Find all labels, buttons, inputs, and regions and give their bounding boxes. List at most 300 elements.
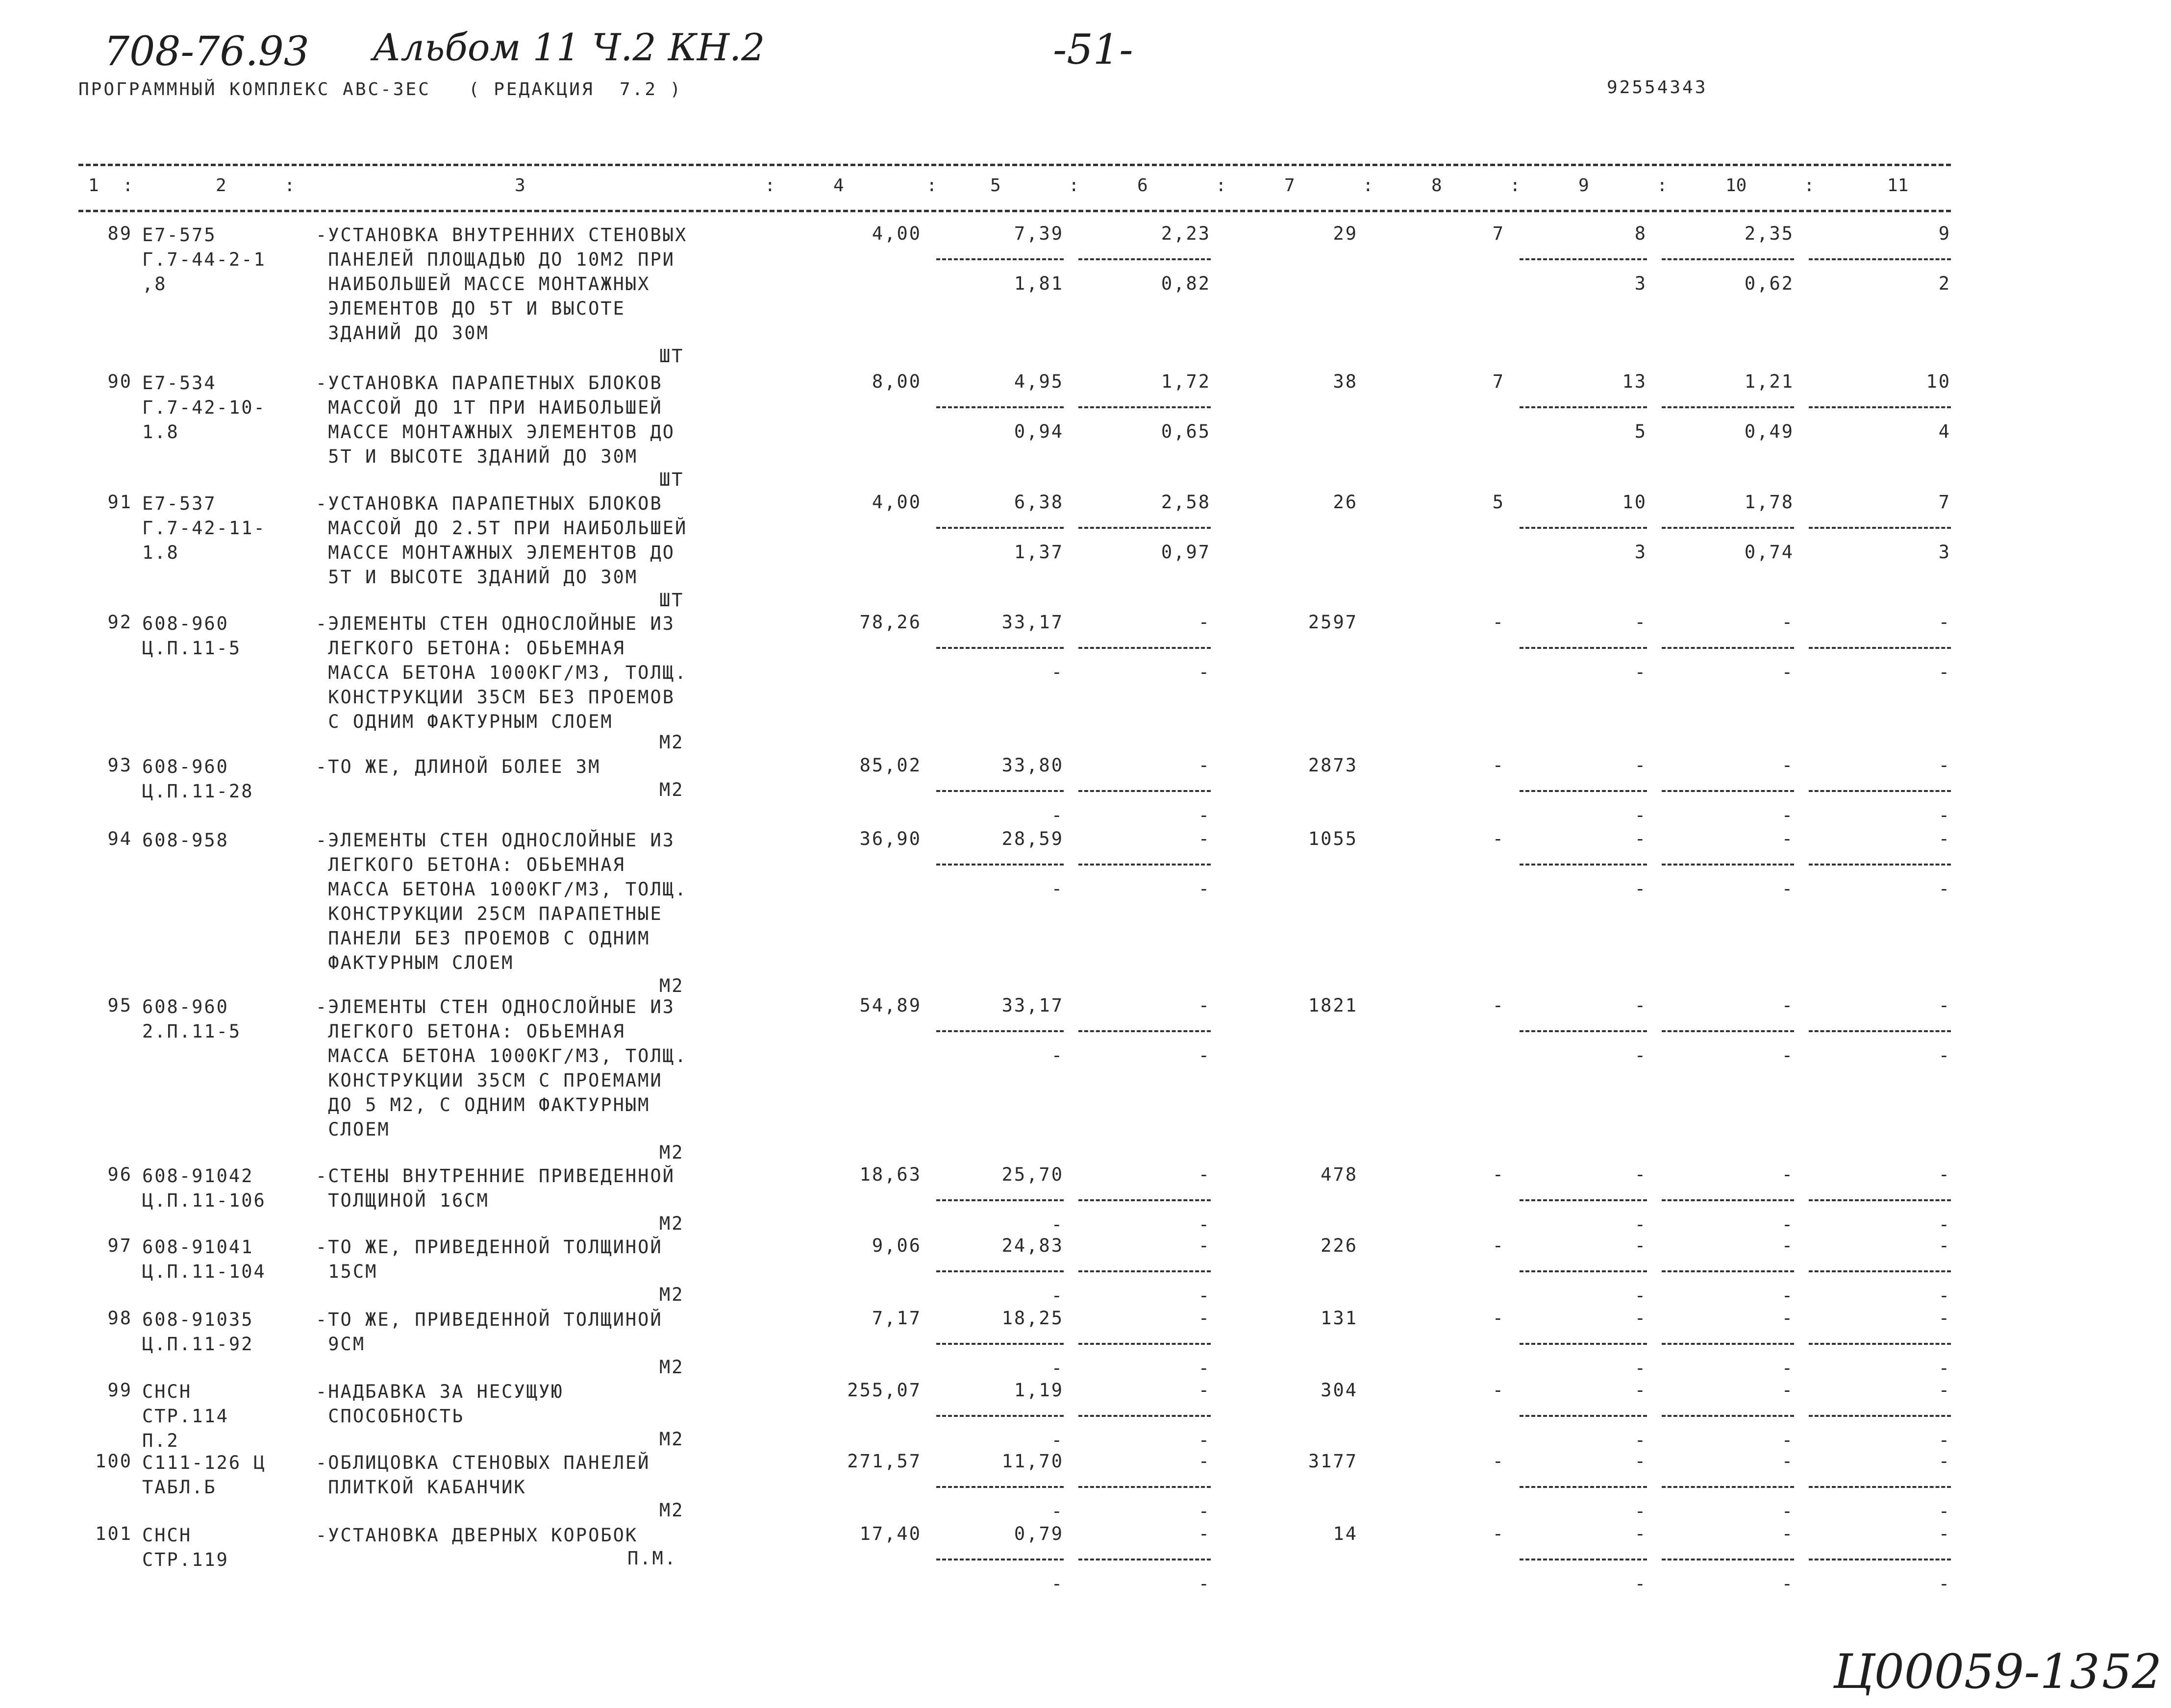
fraction-divider (1809, 406, 1951, 408)
fraction-divider (1809, 1343, 1951, 1345)
value-c6b: - (1198, 1573, 1211, 1594)
value-c11b: 3 (1938, 542, 1951, 563)
column-header-1: 1 (88, 175, 99, 196)
row-number: 89 (107, 223, 132, 244)
value-c9b: 3 (1634, 542, 1647, 563)
value-c6: - (1198, 1235, 1211, 1256)
value-c11b: - (1938, 878, 1951, 899)
column-header-6: 6 (1137, 175, 1148, 196)
value-c8: - (1492, 612, 1505, 633)
value-c6b: - (1198, 1430, 1211, 1451)
value-c4: 8,00 (872, 371, 922, 392)
value-c8: - (1492, 755, 1505, 776)
fraction-divider (1809, 258, 1951, 260)
fraction-divider (936, 1343, 1064, 1345)
fraction-divider (1662, 1486, 1794, 1488)
value-c8: - (1492, 1235, 1505, 1256)
value-c6b: - (1198, 1214, 1211, 1235)
fraction-divider (936, 527, 1064, 529)
value-c5b: - (1051, 1573, 1064, 1594)
value-c7: 1055 (1308, 828, 1358, 849)
fraction-divider (1662, 1199, 1794, 1201)
program-header: ПРОГРАММНЫЙ КОМПЛЕКС АВС-ЗЕС ( РЕДАКЦИЯ 7.2 ) (78, 79, 683, 99)
value-c10: - (1781, 1235, 1794, 1256)
value-c10: - (1781, 1164, 1794, 1185)
value-c6: - (1198, 1308, 1211, 1329)
fraction-divider (1078, 406, 1211, 408)
value-c9b: - (1634, 805, 1647, 826)
value-c10: - (1781, 828, 1794, 849)
row-number: 99 (107, 1380, 132, 1401)
norm-code: 608-91042 Ц.П.11-106 (142, 1165, 266, 1211)
value-c7: 38 (1333, 371, 1358, 392)
fraction-divider (1662, 406, 1794, 408)
work-description: -ТО ЖЕ, ПРИВЕДЕННОЙ ТОЛЩИНОЙ 9СМ (316, 1309, 663, 1355)
fraction-divider (1809, 1030, 1951, 1032)
fraction-divider (1809, 1486, 1951, 1488)
column-header-2: 2 (216, 175, 226, 196)
norm-code: Е7-575 Г.7-44-2-1 ,8 (142, 224, 266, 295)
fraction-divider (936, 1415, 1064, 1417)
value-c5: 7,39 (1014, 223, 1064, 244)
column-header-11: 11 (1887, 175, 1909, 196)
value-c5b: - (1051, 805, 1064, 826)
value-c8: 7 (1492, 223, 1505, 244)
value-c10: 2,35 (1744, 223, 1794, 244)
value-c5: 33,17 (1001, 995, 1064, 1016)
norm-code: СНСН СТР.114 П.2 (142, 1381, 229, 1451)
column-header-row (78, 172, 1951, 206)
value-c11: - (1938, 995, 1951, 1016)
value-c10b: - (1781, 1285, 1794, 1306)
value-c11b: 2 (1938, 273, 1951, 294)
value-c11b: 4 (1938, 421, 1951, 442)
value-c6: - (1198, 612, 1211, 633)
fraction-divider (1520, 790, 1647, 792)
handwritten-sheet-number: 52 (2102, 1644, 2162, 1699)
column-header-10: 10 (1725, 175, 1747, 196)
work-description: -УСТАНОВКА ПАРАПЕТНЫХ БЛОКОВ МАССОЙ ДО 2.5Т ПРИ НАИБОЛЬШЕЙ МАССЕ МОНТАЖНЫХ ЭЛЕМЕНТОВ ДО 5Т И ВЫСОТЕ ЗДАНИЙ ДО 30М (316, 493, 688, 588)
fraction-divider (1520, 1486, 1647, 1488)
value-c4: 7,17 (872, 1308, 922, 1329)
value-c5: 18,25 (1001, 1308, 1064, 1329)
value-c6: - (1198, 828, 1211, 849)
unit-of-measure: М2 (659, 732, 684, 753)
value-c11: 9 (1938, 223, 1951, 244)
value-c9: 8 (1634, 223, 1647, 244)
value-c7: 478 (1321, 1164, 1358, 1185)
row-number: 95 (107, 995, 132, 1016)
fraction-divider (1662, 790, 1794, 792)
value-c4: 18,63 (859, 1164, 922, 1185)
value-c9: - (1634, 1164, 1647, 1185)
value-c10b: - (1781, 1501, 1794, 1522)
value-c4: 4,00 (872, 492, 922, 513)
value-c10b: - (1781, 1214, 1794, 1235)
column-separator: : (1363, 175, 1373, 196)
value-c5: 4,95 (1014, 371, 1064, 392)
fraction-divider (1520, 1270, 1647, 1272)
value-c11b: - (1938, 662, 1951, 683)
value-c5: 0,79 (1014, 1523, 1064, 1544)
norm-code: СНСН СТР.119 (142, 1525, 229, 1570)
value-c7: 131 (1321, 1308, 1358, 1329)
value-c7: 2597 (1308, 612, 1358, 633)
fraction-divider (1520, 1199, 1647, 1201)
handwritten-document-number: 708-76.93 (104, 28, 309, 75)
norm-code: 608-91041 Ц.П.11-104 (142, 1237, 266, 1282)
work-description: -ТО ЖЕ, ДЛИНОЙ БОЛЕЕ 3М (316, 756, 601, 777)
fraction-divider (1078, 1559, 1211, 1560)
row-number: 97 (107, 1235, 132, 1256)
value-c7: 2873 (1308, 755, 1358, 776)
value-c6b: - (1198, 1045, 1211, 1066)
fraction-divider (936, 790, 1064, 792)
value-c11b: - (1938, 1573, 1951, 1594)
unit-of-measure: М2 (659, 1284, 684, 1305)
fraction-divider (936, 406, 1064, 408)
value-c10: - (1781, 1523, 1794, 1544)
value-c11b: - (1938, 1501, 1951, 1522)
value-c7: 1821 (1308, 995, 1358, 1016)
value-c11: - (1938, 1451, 1951, 1472)
fraction-divider (1662, 527, 1794, 529)
value-c9b: 3 (1634, 273, 1647, 294)
value-c7: 226 (1321, 1235, 1358, 1256)
value-c9b: - (1634, 1045, 1647, 1066)
fraction-divider (1809, 527, 1951, 529)
value-c4: 17,40 (859, 1523, 922, 1544)
value-c10b: - (1781, 662, 1794, 683)
column-separator: : (123, 175, 133, 196)
fraction-divider (1078, 527, 1211, 529)
fraction-divider (936, 864, 1064, 866)
value-c8: - (1492, 1380, 1505, 1401)
fraction-divider (1078, 1486, 1211, 1488)
unit-of-measure: М2 (659, 975, 684, 996)
value-c11b: - (1938, 1214, 1951, 1235)
fraction-divider (1662, 1559, 1794, 1560)
work-description: -ОБЛИЦОВКА СТЕНОВЫХ ПАНЕЛЕЙ ПЛИТКОЙ КАБАНЧИК (316, 1452, 650, 1498)
value-c10b: - (1781, 1045, 1794, 1066)
value-c4: 78,26 (859, 612, 922, 633)
work-description: -СТЕНЫ ВНУТРЕННИЕ ПРИВЕДЕННОЙ ТОЛЩИНОЙ 16СМ (316, 1165, 675, 1211)
document-code: 92554343 (1607, 77, 1708, 98)
unit-of-measure: М2 (659, 1500, 684, 1521)
fraction-divider (1809, 790, 1951, 792)
value-c4: 271,57 (847, 1451, 922, 1472)
value-c9b: - (1634, 662, 1647, 683)
column-separator: : (765, 175, 775, 196)
value-c8: - (1492, 1523, 1505, 1544)
table-header-rule (78, 210, 1951, 212)
fraction-divider (936, 1199, 1064, 1201)
value-c10: - (1781, 755, 1794, 776)
value-c10b: - (1781, 1573, 1794, 1594)
value-c5b: - (1051, 878, 1064, 899)
row-number: 92 (107, 612, 132, 633)
value-c11: - (1938, 1164, 1951, 1185)
value-c9: - (1634, 1380, 1647, 1401)
fraction-divider (1662, 1343, 1794, 1345)
value-c6b: - (1198, 1358, 1211, 1379)
column-header-4: 4 (833, 175, 844, 196)
value-c6: - (1198, 755, 1211, 776)
value-c6b: - (1198, 878, 1211, 899)
work-description: -ЭЛЕМЕНТЫ СТЕН ОДНОСЛОЙНЫЕ ИЗ ЛЕГКОГО БЕТОНА: ОБЬЕМНАЯ МАССА БЕТОНА 1000КГ/М3, ТОЛЩ. КОНСТРУКЦИИ 35СМ С ПРОЕМАМИ ДО 5 М2, С ОДНИМ ФАКТУРНЫМ СЛОЕМ (316, 996, 688, 1140)
value-c4: 85,02 (859, 755, 922, 776)
value-c10: 1,21 (1744, 371, 1794, 392)
value-c8: - (1492, 1308, 1505, 1329)
handwritten-stamp-code: Ц00059-13 (1833, 1644, 2100, 1699)
value-c11: - (1938, 1523, 1951, 1544)
value-c7: 304 (1321, 1380, 1358, 1401)
value-c9b: - (1634, 1501, 1647, 1522)
work-description: -УСТАНОВКА ВНУТРЕННИХ СТЕНОВЫХ ПАНЕЛЕЙ ПЛОЩАДЬЮ ДО 10М2 ПРИ НАИБОЛЬШЕЙ МАССЕ МОНТАЖНЫХ ЭЛЕМЕНТОВ ДО 5Т И ВЫСОТЕ ЗДАНИЙ ДО 30М (316, 224, 688, 344)
value-c5b: - (1051, 1430, 1064, 1451)
table-top-rule (78, 164, 1951, 166)
row-number: 93 (107, 755, 132, 776)
fraction-divider (1662, 1270, 1794, 1272)
work-description: -УСТАНОВКА ПАРАПЕТНЫХ БЛОКОВ МАССОЙ ДО 1Т ПРИ НАИБОЛЬШЕЙ МАССЕ МОНТАЖНЫХ ЭЛЕМЕНТОВ ДО 5Т И ВЫСОТЕ ЗДАНИЙ ДО 30М (316, 372, 675, 467)
value-c11b: - (1938, 1045, 1951, 1066)
value-c5: 11,70 (1001, 1451, 1064, 1472)
fraction-divider (1078, 1030, 1211, 1032)
norm-code: Е7-537 Г.7-42-11- 1.8 (142, 493, 266, 563)
value-c9: - (1634, 1523, 1647, 1544)
fraction-divider (1078, 864, 1211, 866)
fraction-divider (1662, 864, 1794, 866)
value-c6b: 0,65 (1161, 421, 1211, 442)
value-c9: - (1634, 1451, 1647, 1472)
value-c10b: - (1781, 1430, 1794, 1451)
value-c8: - (1492, 1451, 1505, 1472)
value-c11: 7 (1938, 492, 1951, 513)
norm-code: 608-960 Ц.П.11-5 (142, 613, 242, 659)
value-c7: 3177 (1308, 1451, 1358, 1472)
value-c5b: - (1051, 1285, 1064, 1306)
fraction-divider (1520, 1559, 1647, 1560)
value-c10: - (1781, 995, 1794, 1016)
work-description: -ЭЛЕМЕНТЫ СТЕН ОДНОСЛОЙНЫЕ ИЗ ЛЕГКОГО БЕТОНА: ОБЬЕМНАЯ МАССА БЕТОНА 1000КГ/М3, ТОЛЩ. КОНСТРУКЦИИ 25СМ ПАРАПЕТНЫЕ ПАНЕЛИ БЕЗ ПРОЕМОВ С ОДНИМ ФАКТУРНЫМ СЛОЕМ (316, 830, 688, 973)
value-c4: 54,89 (859, 995, 922, 1016)
value-c5b: 1,81 (1014, 273, 1064, 294)
value-c9b: - (1634, 1573, 1647, 1594)
value-c5b: - (1051, 662, 1064, 683)
unit-of-measure: М2 (659, 1213, 684, 1234)
unit-of-measure: М2 (659, 779, 684, 800)
value-c7: 29 (1333, 223, 1358, 244)
fraction-divider (1520, 1343, 1647, 1345)
value-c6: - (1198, 1451, 1211, 1472)
work-description: -ТО ЖЕ, ПРИВЕДЕННОЙ ТОЛЩИНОЙ 15СМ (316, 1237, 663, 1282)
column-separator: : (1657, 175, 1668, 196)
value-c11b: - (1938, 1285, 1951, 1306)
fraction-divider (1662, 1030, 1794, 1032)
value-c11: - (1938, 1235, 1951, 1256)
norm-code: 608-958 (142, 830, 229, 851)
fraction-divider (1520, 406, 1647, 408)
value-c10: 1,78 (1744, 492, 1794, 513)
value-c5: 33,17 (1001, 612, 1064, 633)
value-c8: - (1492, 995, 1505, 1016)
value-c10: - (1781, 1451, 1794, 1472)
unit-of-measure: М2 (659, 1429, 684, 1450)
row-number: 90 (107, 371, 132, 392)
fraction-divider (1078, 647, 1211, 649)
value-c9b: 5 (1634, 421, 1647, 442)
value-c5b: 1,37 (1014, 542, 1064, 563)
value-c9: - (1634, 755, 1647, 776)
value-c9: - (1634, 828, 1647, 849)
value-c6: 1,72 (1161, 371, 1211, 392)
unit-of-measure: ШТ (659, 469, 684, 490)
value-c6b: - (1198, 805, 1211, 826)
value-c9b: - (1634, 1358, 1647, 1379)
fraction-divider (936, 647, 1064, 649)
value-c10b: 0,49 (1744, 421, 1794, 442)
fraction-divider (1520, 1415, 1647, 1417)
value-c9: - (1634, 612, 1647, 633)
unit-of-measure: ШТ (659, 590, 684, 611)
fraction-divider (1809, 864, 1951, 866)
row-number: 100 (95, 1451, 132, 1472)
norm-code: 608-960 Ц.П.11-28 (142, 756, 254, 802)
fraction-divider (936, 1030, 1064, 1032)
fraction-divider (1809, 1199, 1951, 1201)
value-c8: - (1492, 828, 1505, 849)
value-c10b: - (1781, 1358, 1794, 1379)
value-c9: - (1634, 1308, 1647, 1329)
norm-code: С111-126 Ц ТАБЛ.Б (142, 1452, 266, 1498)
fraction-divider (936, 1270, 1064, 1272)
value-c6: - (1198, 995, 1211, 1016)
value-c4: 9,06 (872, 1235, 922, 1256)
value-c6: 2,58 (1161, 492, 1211, 513)
fraction-divider (936, 1559, 1064, 1560)
value-c6: - (1198, 1164, 1211, 1185)
value-c9: - (1634, 1235, 1647, 1256)
fraction-divider (1662, 647, 1794, 649)
value-c5: 1,19 (1014, 1380, 1064, 1401)
value-c10b: 0,74 (1744, 542, 1794, 563)
fraction-divider (1078, 1415, 1211, 1417)
value-c11: - (1938, 612, 1951, 633)
value-c6b: - (1198, 662, 1211, 683)
value-c11b: - (1938, 805, 1951, 826)
value-c6: - (1198, 1380, 1211, 1401)
value-c5: 33,80 (1001, 755, 1064, 776)
value-c11: - (1938, 1380, 1951, 1401)
work-description: -ЭЛЕМЕНТЫ СТЕН ОДНОСЛОЙНЫЕ ИЗ ЛЕГКОГО БЕТОНА: ОБЬЕМНАЯ МАССА БЕТОНА 1000КГ/М3, ТОЛЩ. КОНСТРУКЦИИ 35СМ БЕЗ ПРОЕМОВ С ОДНИМ ФАКТУРНЫМ СЛОЕМ (316, 613, 688, 732)
value-c5: 6,38 (1014, 492, 1064, 513)
norm-code: 608-960 2.П.11-5 (142, 996, 242, 1042)
value-c5: 28,59 (1001, 828, 1064, 849)
unit-of-measure: ШТ (659, 346, 684, 367)
value-c10: - (1781, 612, 1794, 633)
value-c8: - (1492, 1164, 1505, 1185)
value-c4: 36,90 (859, 828, 922, 849)
value-c5: 24,83 (1001, 1235, 1064, 1256)
unit-of-measure: М2 (659, 1142, 684, 1163)
value-c9: 13 (1622, 371, 1647, 392)
fraction-divider (1520, 1030, 1647, 1032)
column-header-3: 3 (515, 175, 525, 196)
value-c6b: 0,97 (1161, 542, 1211, 563)
column-separator: : (1216, 175, 1226, 196)
fraction-divider (1520, 258, 1647, 260)
column-header-9: 9 (1578, 175, 1589, 196)
column-header-5: 5 (990, 175, 1001, 196)
fraction-divider (1809, 1415, 1951, 1417)
value-c6b: - (1198, 1285, 1211, 1306)
value-c5b: 0,94 (1014, 421, 1064, 442)
fraction-divider (1078, 1343, 1211, 1345)
handwritten-page-number: -51- (1053, 25, 1133, 74)
row-number: 96 (107, 1164, 132, 1185)
row-number: 91 (107, 492, 132, 513)
value-c11: 10 (1926, 371, 1951, 392)
value-c7: 14 (1333, 1523, 1358, 1544)
column-separator: : (1069, 175, 1079, 196)
row-number: 101 (95, 1523, 132, 1544)
value-c11: - (1938, 1308, 1951, 1329)
value-c7: 26 (1333, 492, 1358, 513)
value-c10b: 0,62 (1744, 273, 1794, 294)
value-c5: 25,70 (1001, 1164, 1064, 1185)
column-separator: : (1804, 175, 1815, 196)
value-c9b: - (1634, 1214, 1647, 1235)
fraction-divider (936, 1486, 1064, 1488)
value-c11b: - (1938, 1430, 1951, 1451)
column-separator: : (1510, 175, 1521, 196)
row-number: 94 (107, 828, 132, 849)
fraction-divider (1809, 647, 1951, 649)
row-number: 98 (107, 1308, 132, 1329)
value-c5b: - (1051, 1214, 1064, 1235)
value-c5b: - (1051, 1501, 1064, 1522)
column-separator: : (284, 175, 295, 196)
fraction-divider (1662, 1415, 1794, 1417)
value-c4: 4,00 (872, 223, 922, 244)
column-separator: : (926, 175, 937, 196)
fraction-divider (1809, 1559, 1951, 1560)
value-c8: 7 (1492, 371, 1505, 392)
value-c10: - (1781, 1380, 1794, 1401)
work-description: -НАДБАВКА ЗА НЕСУЩУЮ СПОСОБНОСТЬ (316, 1381, 564, 1427)
value-c11: - (1938, 755, 1951, 776)
value-c6b: 0,82 (1161, 273, 1211, 294)
fraction-divider (1662, 258, 1794, 260)
fraction-divider (936, 258, 1064, 260)
value-c9: - (1634, 995, 1647, 1016)
value-c9b: - (1634, 1430, 1647, 1451)
fraction-divider (1078, 1199, 1211, 1201)
unit-of-measure: П.М. (627, 1548, 677, 1569)
handwritten-album-reference: Альбом 11 Ч.2 КН.2 (373, 25, 765, 69)
value-c6: - (1198, 1523, 1211, 1544)
column-header-8: 8 (1431, 175, 1442, 196)
value-c4: 255,07 (847, 1380, 922, 1401)
value-c9b: - (1634, 878, 1647, 899)
value-c10b: - (1781, 878, 1794, 899)
fraction-divider (1809, 1270, 1951, 1272)
fraction-divider (1078, 258, 1211, 260)
fraction-divider (1520, 647, 1647, 649)
value-c9b: - (1634, 1285, 1647, 1306)
fraction-divider (1078, 1270, 1211, 1272)
value-c11b: - (1938, 1358, 1951, 1379)
